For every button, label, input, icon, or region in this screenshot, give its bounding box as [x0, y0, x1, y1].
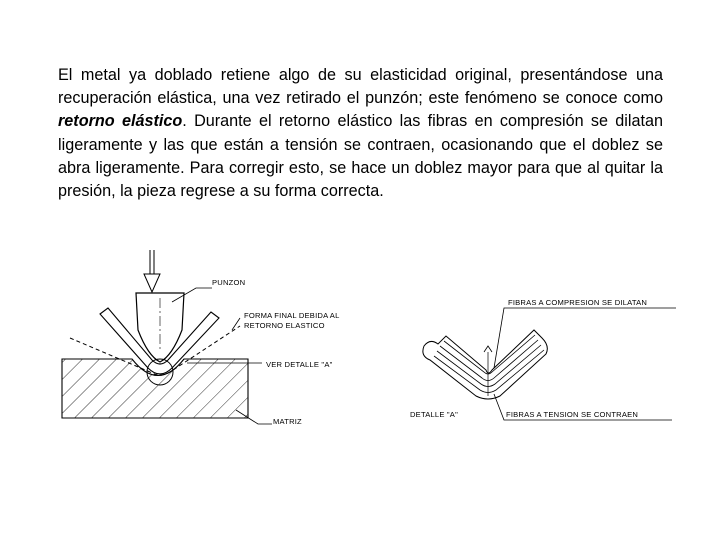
emphasized-term: retorno elástico	[58, 112, 183, 131]
label-retorno-elastico: RETORNO ELASTICO	[244, 321, 325, 330]
label-punzon: PUNZON	[212, 278, 246, 287]
detail-a-figure	[423, 308, 676, 420]
label-matriz: MATRIZ	[273, 417, 302, 426]
label-tension: FIBRAS A TENSION SE CONTRAEN	[506, 410, 639, 419]
paragraph-text-end: . Durante el retorno elástico las fibras en compresión se dilatan ligeramente y las que están a tensión se contraen, ocasionando que el doblez se abra ligeramente. Para corregir esto, se hace un doblez mayor para que al quitar la presión, la pieza regrese a su forma correcta.	[58, 112, 663, 201]
label-detalle-a: DETALLE "A"	[410, 410, 458, 419]
label-forma-final: FORMA FINAL DEBIDA AL	[244, 311, 340, 320]
press-brake-figure	[62, 250, 272, 424]
paragraph-text-start: El metal ya doblado retiene algo de su elasticidad original, presentándose una recuperación elástica, una vez retirado el punzón; este fenómeno se conoce como	[58, 66, 663, 108]
label-compresion: FIBRAS A COMPRESION SE DILATAN	[508, 298, 648, 307]
force-arrow-icon	[144, 250, 160, 292]
label-ver-detalle: VER DETALLE "A"	[266, 360, 333, 369]
